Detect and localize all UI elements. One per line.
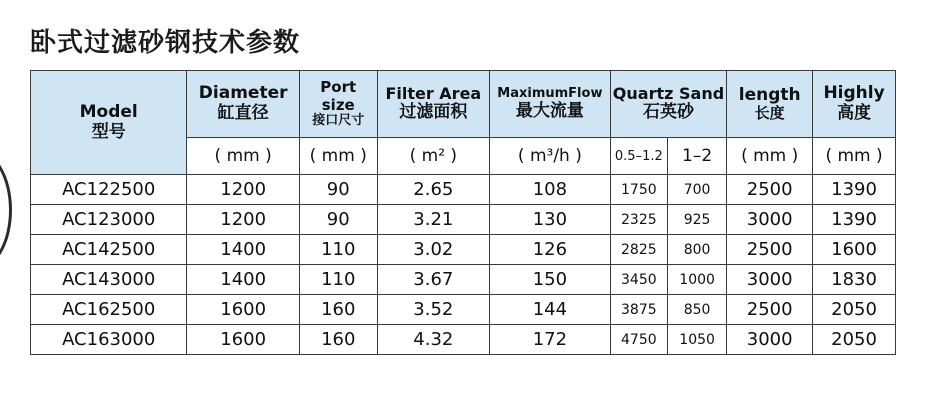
cell-quartz-a: 2825 (610, 235, 667, 265)
header-filter-area-zh: 过滤面积 (399, 102, 468, 123)
header-max-flow-en: MaximumFlow (497, 85, 603, 101)
cell-model: AC163000 (31, 325, 187, 355)
header-port (299, 71, 377, 138)
cell-quartz-a: 4750 (610, 325, 667, 355)
table-row (31, 205, 896, 235)
cell-port: 160 (299, 295, 377, 325)
unit-diameter: ( mm ) (187, 138, 299, 175)
cell-area: 3.02 (377, 235, 489, 265)
cell-length: 2500 (727, 175, 813, 205)
cell-height: 1830 (813, 265, 896, 295)
cell-quartz-b: 1000 (667, 265, 726, 295)
header-filter-area-en: Filter Area (385, 84, 482, 104)
table-row (31, 295, 896, 325)
cell-port: 110 (299, 265, 377, 295)
cell-area: 3.67 (377, 265, 489, 295)
table-row (31, 235, 896, 265)
cell-diameter: 1600 (187, 325, 299, 355)
cell-length: 3000 (727, 325, 813, 355)
cell-length: 2500 (727, 235, 813, 265)
cell-model: AC162500 (31, 295, 187, 325)
header-height (813, 71, 896, 138)
cell-height: 2050 (813, 325, 896, 355)
edge-decoration (0, 150, 12, 270)
unit-quartz-b: 1–2 (667, 138, 726, 175)
header-quartz (610, 71, 727, 138)
header-diameter-en: Diameter (198, 83, 288, 104)
spec-table (30, 70, 896, 355)
cell-quartz-a: 3875 (610, 295, 667, 325)
cell-model: AC142500 (31, 235, 187, 265)
cell-diameter: 1600 (187, 295, 299, 325)
cell-model: AC143000 (31, 265, 187, 295)
unit-filter-area: ( m² ) (377, 138, 489, 175)
cell-quartz-b: 850 (667, 295, 726, 325)
table-row (31, 265, 896, 295)
unit-max-flow: ( m³/h ) (490, 138, 611, 175)
cell-model: AC122500 (31, 175, 187, 205)
cell-diameter: 1200 (187, 175, 299, 205)
cell-port: 160 (299, 325, 377, 355)
table-row (31, 175, 896, 205)
header-filter-area (377, 71, 489, 138)
cell-length: 3000 (727, 205, 813, 235)
header-length (727, 71, 813, 138)
cell-quartz-b: 700 (667, 175, 726, 205)
cell-area: 4.32 (377, 325, 489, 355)
cell-port: 90 (299, 205, 377, 235)
page-title: 卧式过滤砂钢技术参数 (30, 28, 301, 58)
cell-flow: 150 (490, 265, 611, 295)
header-height-en: Highly (823, 83, 885, 104)
header-quartz-zh: 石英砂 (642, 102, 694, 123)
cell-port: 90 (299, 175, 377, 205)
header-row (31, 71, 896, 138)
header-diameter (187, 71, 299, 138)
cell-quartz-b: 1050 (667, 325, 726, 355)
header-model-en: Model (79, 101, 138, 122)
header-port-en1: Port (320, 78, 357, 97)
cell-flow: 172 (490, 325, 611, 355)
header-max-flow-zh: 最大流量 (515, 100, 584, 121)
cell-quartz-b: 800 (667, 235, 726, 265)
cell-quartz-a: 3450 (610, 265, 667, 295)
header-length-en: length (738, 84, 801, 105)
cell-area: 2.65 (377, 175, 489, 205)
header-model (31, 71, 187, 175)
header-max-flow (490, 71, 611, 138)
unit-quartz-a: 0.5–1.2 (610, 138, 667, 175)
cell-model: AC123000 (31, 205, 187, 235)
cell-area: 3.21 (377, 205, 489, 235)
cell-length: 2500 (727, 295, 813, 325)
header-model-zh: 型号 (91, 121, 126, 142)
table-row (31, 325, 896, 355)
cell-height: 1600 (813, 235, 896, 265)
cell-quartz-a: 2325 (610, 205, 667, 235)
cell-flow: 130 (490, 205, 611, 235)
cell-diameter: 1200 (187, 205, 299, 235)
cell-height: 2050 (813, 295, 896, 325)
header-length-zh: 长度 (754, 104, 785, 123)
unit-length: ( mm ) (727, 138, 813, 175)
header-port-en2: size (321, 95, 355, 114)
cell-diameter: 1400 (187, 265, 299, 295)
cell-port: 110 (299, 235, 377, 265)
header-quartz-en: Quartz Sand (612, 84, 725, 104)
cell-quartz-b: 925 (667, 205, 726, 235)
cell-area: 3.52 (377, 295, 489, 325)
cell-flow: 144 (490, 295, 611, 325)
cell-diameter: 1400 (187, 235, 299, 265)
cell-height: 1390 (813, 205, 896, 235)
header-port-zh: 接口尺寸 (312, 112, 365, 128)
header-diameter-zh: 缸直径 (217, 103, 269, 123)
header-height-zh: 高度 (837, 103, 872, 123)
cell-quartz-a: 1750 (610, 175, 667, 205)
unit-height: ( mm ) (813, 138, 896, 175)
unit-port: ( mm ) (299, 138, 377, 175)
cell-flow: 126 (490, 235, 611, 265)
cell-height: 1390 (813, 175, 896, 205)
cell-length: 3000 (727, 265, 813, 295)
cell-flow: 108 (490, 175, 611, 205)
